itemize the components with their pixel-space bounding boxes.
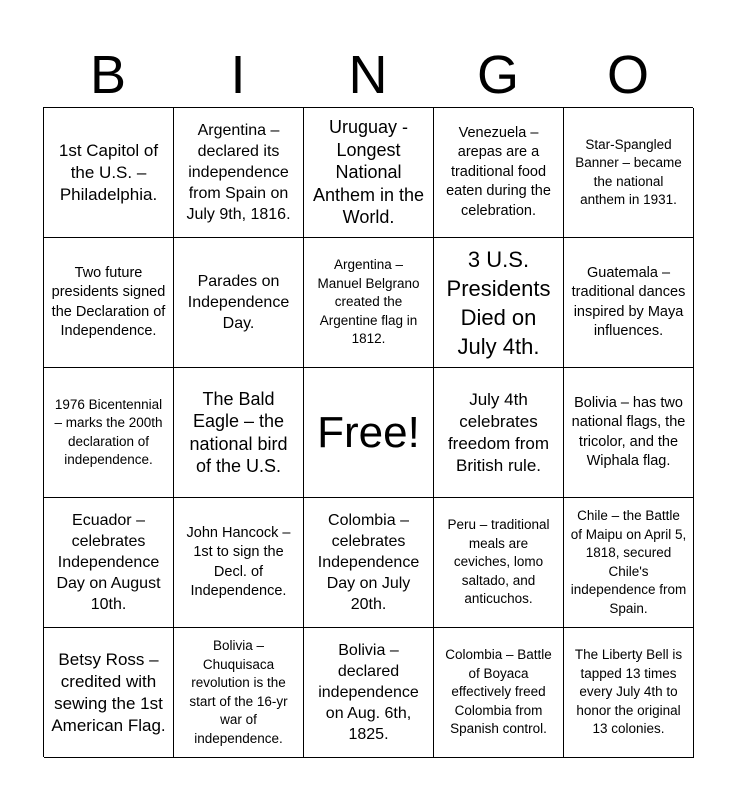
- cell-text: Uruguay - Longest National Anthem in the World.: [312, 117, 425, 228]
- cell-text: Bolivia – has two national flags, the tricolor, and the Wiphala flag.: [571, 394, 686, 469]
- cell-text: The Bald Eagle – the national bird of the U.S.: [189, 388, 288, 476]
- bingo-cell[interactable]: [304, 108, 434, 238]
- bingo-cell[interactable]: [44, 108, 174, 238]
- bingo-grid: [43, 107, 693, 757]
- cell-text: Argentina – Manuel Belgrano created the Argentine flag in 1812.: [317, 257, 420, 347]
- cell-text: Colombia – celebrates Independence Day on July 20th.: [317, 512, 420, 613]
- cell-text: 1976 Bicentennial – marks the 200th declaration of independence.: [54, 396, 163, 467]
- bingo-cell[interactable]: [564, 108, 694, 238]
- bingo-cell[interactable]: [44, 238, 174, 368]
- bingo-cell[interactable]: [44, 498, 174, 628]
- bingo-cell[interactable]: [44, 368, 174, 498]
- cell-text: John Hancock – 1st to sign the Decl. of Independence.: [186, 524, 291, 599]
- bingo-cell[interactable]: [434, 238, 564, 368]
- cell-text: Ecuador – celebrates Independence Day on August 10th.: [56, 512, 161, 613]
- cell-text: Colombia – Battle of Boyaca effectively freed Colombia from Spanish control.: [445, 647, 552, 737]
- bingo-cell[interactable]: [564, 628, 694, 758]
- bingo-cell[interactable]: [434, 628, 564, 758]
- bingo-cell[interactable]: [174, 108, 304, 238]
- cell-text: 1st Capitol of the U.S. – Philadelphia.: [58, 140, 159, 204]
- cell-text: Bolivia – declared independence on Aug. 6th, 1825.: [318, 642, 419, 743]
- bingo-cell[interactable]: [304, 498, 434, 628]
- cell-text: Argentina – declared its independence from Spain on July 9th, 1816.: [186, 122, 291, 223]
- header-letter-i: I: [230, 45, 246, 105]
- free-space-label: Free!: [317, 407, 420, 457]
- bingo-cell[interactable]: [564, 238, 694, 368]
- header-letter-o: O: [606, 45, 649, 105]
- header-letter-b: B: [89, 45, 127, 105]
- bingo-cell[interactable]: [434, 108, 564, 238]
- bingo-cell[interactable]: [174, 628, 304, 758]
- cell-text: Venezuela – arepas are a traditional food eaten during the celebration.: [446, 124, 551, 219]
- bingo-cell[interactable]: [44, 628, 174, 758]
- cell-text: Parades on Independence Day.: [187, 273, 290, 332]
- bingo-header: [43, 42, 693, 108]
- cell-text: Chile – the Battle of Maipu on April 5, 1818, secured Chile's independence from Spain.: [570, 508, 687, 616]
- bingo-cell[interactable]: [434, 368, 564, 498]
- header-letter-n: N: [348, 45, 388, 105]
- bingo-cell[interactable]: [174, 368, 304, 498]
- bingo-cell[interactable]: [304, 628, 434, 758]
- cell-text: Bolivia – Chuquisaca revolution is the start of the 16-yr war of independence.: [189, 638, 288, 746]
- cell-text: July 4th celebrates freedom from British rule.: [447, 389, 550, 475]
- cell-text: 3 U.S. Presidents Died on July 4th.: [446, 246, 551, 359]
- bingo-cell[interactable]: [174, 238, 304, 368]
- bingo-cell[interactable]: [434, 498, 564, 628]
- bingo-cell[interactable]: [564, 368, 694, 498]
- cell-text: Guatemala – traditional dances inspired by Maya influences.: [571, 264, 686, 339]
- bingo-cell[interactable]: [564, 498, 694, 628]
- cell-text: Two future presidents signed the Declaration of Independence.: [51, 264, 166, 339]
- cell-text: Betsy Ross – credited with sewing the 1st American Flag.: [51, 649, 166, 735]
- cell-text: Peru – traditional meals are ceviches, lomo saltado, and anticuchos.: [447, 517, 550, 607]
- cell-text: Star-Spangled Banner – became the national anthem in 1931.: [575, 136, 682, 207]
- cell-text: The Liberty Bell is tapped 13 times every July 4th to honor the original 13 colonies.: [574, 647, 683, 737]
- header-letter-g: G: [476, 45, 519, 105]
- bingo-cell[interactable]: [304, 238, 434, 368]
- bingo-cell[interactable]: [174, 498, 304, 628]
- free-space-cell[interactable]: [304, 368, 434, 498]
